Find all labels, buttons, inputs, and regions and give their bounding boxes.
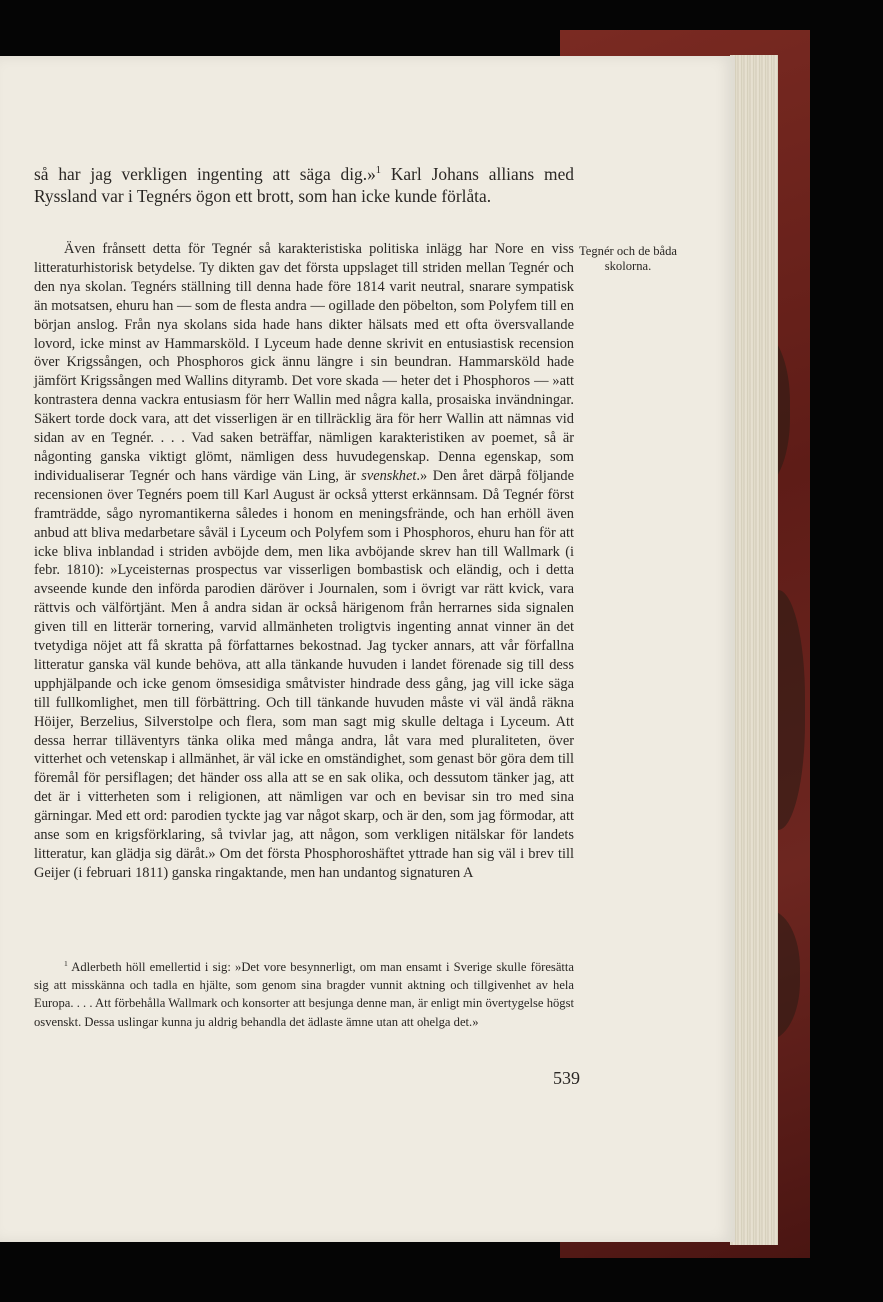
body-text-part2: .» Den året därpå följande recensionen över Tegnérs poem till Karl August är också ytterst erkännsam. Då Tegnér först framträdde, sågo nyromantikerna således i honom en meningsfrände, och han erhöll även anbud att bliva medarbetare såväl i Lyceum och Polyfem som i Phosphoros, ehuru han för att icke bliva inblandad i striden avböjde dem, men lika avböjande skrev han till Wallmark (i febr. 1810): »Lyceisternas prospectus var visserligen bombastisk och eländig, och i detta avseende kunde den införda parodien däröver i Journalen, som i övrigt var rätt kvick, vara rättvis och välförtjänt. Men å andra sidan är också härigenom från herrarnes sida signalen given till en litterär tornering, varvid allmänheten troligtvis ingenting annat vinner än det tvetydiga nöjet att få skratta på författarnes bekostnad. Jag tycker annars, att vår förfallna litteratur ganska väl kunde behöva, att alla tänkande huvuden i landet förenade sig till dess upphjälpande och icke genom ömsesidiga småtvister hindrade dess gång, jag vill icke säga till fullkomlighet, men till förbättring. Och till tänkande huvuden måste vi väl ändå räkna Höijer, Berzelius, Silverstolpe och flera, som man sagt mig skulle deltaga i Lyceum. Att dessa herrar tilläventyrs tänka olika med många andra, låt vara med pluraliteten, över vitterhet och vetenskap i allmänhet, är väl icke en omständighet, som genast bör göra dem till föremål för persiflagen; det händer oss alla att se en sak olika, och dessutom tänker jag, att det är i vitterheten som i religionen, att nämligen var och en bevisar sin tro med sina gärningar. Med ett ord: parodien tyckte jag var något skarp, och är den, som jag förmodar, att anse som en krigsförklaring, så tvivlar jag, att någon, som verkligen nitälskar för landets litteratur, kan glädja sig däråt.» Om det första Phosphoroshäftet yttrade han sig väl i brev till Geijer (i februari 1811) ganska ringaktande, men han undantog signaturen A bbox=[34, 467, 574, 881]
page-edges bbox=[730, 55, 778, 1245]
footnote-reference: 1 bbox=[375, 165, 382, 177]
page-number: 539 bbox=[553, 1068, 580, 1088]
intro-text-continued: Karl Johans allians med Ryssland var i Tegnérs ögon ett brott, som han icke kunde förlåta. bbox=[34, 164, 574, 206]
intro-text: så har jag verkligen ingenting att säga dig.» bbox=[34, 164, 376, 184]
intro-paragraph bbox=[34, 164, 574, 207]
marginal-note: Tegnér och de båda skolorna. bbox=[578, 244, 678, 273]
body-text-part1: Även frånsett detta för Tegnér så karakteristiska politiska inlägg har Nore en viss litteraturhistorisk betydelse. Ty dikten gav det första uppslaget till striden mellan Tegnér och den nya skolan. Tegnérs ställning till denna hade före 1814 varit neutral, snarare sympatisk än motsatsen, ehuru han — som de flesta andra — ogillade den pöbelton, som Polyfem till en början anslog. Från nya skolans sida hade hans dikter hälsats med ett ofta översvallande lovord, icke minst av Hammarsköld. I Lyceum hade denne skrivit en entusiastisk recension över Krigssången, och Phosphoros gick ännu längre i sin beundran. Hammarsköld hade jämfört Krigssången med Wallins dityramb. Det vore skada — heter det i Phosphoros — »att kontrastera denna vackra entusiasm för herr Wallin med några kalla, prosaiska invändningar. Säkert torde dock vara, att det visserligen är en tillräcklig ära för herr Wallin att nämnas vid sidan av en Tegnér. . . . Vad saken beträffar, nämligen karakteristiken av poemet, så är någonting ganska viktigt glömt, nämligen dess huvudegenskap. Denna egenskap, som individualiserar Tegnér och hans värdige vän Ling, är bbox=[34, 241, 574, 484]
footnote-marker: 1 bbox=[64, 958, 68, 968]
footnote bbox=[34, 958, 574, 1031]
main-paragraph bbox=[34, 240, 574, 883]
footnote-text: Adlerbeth höll emellertid i sig: »Det vore besynnerligt, om man ensamt i Sverige skulle föresätta sig att misskänna och tadla en hjälte, som genom sina bragder vunnit aktning och tillgivenhet av hela Europa. . . . Att förbehålla Wallmark och konsorter att besjunga denne man, är enligt min övertygelse högst osvenskt. Dessa uslingar kunna ju aldrig behandla det ädlaste ämne utan att ohelga det.» bbox=[34, 960, 574, 1029]
book-page bbox=[0, 56, 735, 1242]
body-emphasis: svenskhet bbox=[361, 467, 417, 484]
